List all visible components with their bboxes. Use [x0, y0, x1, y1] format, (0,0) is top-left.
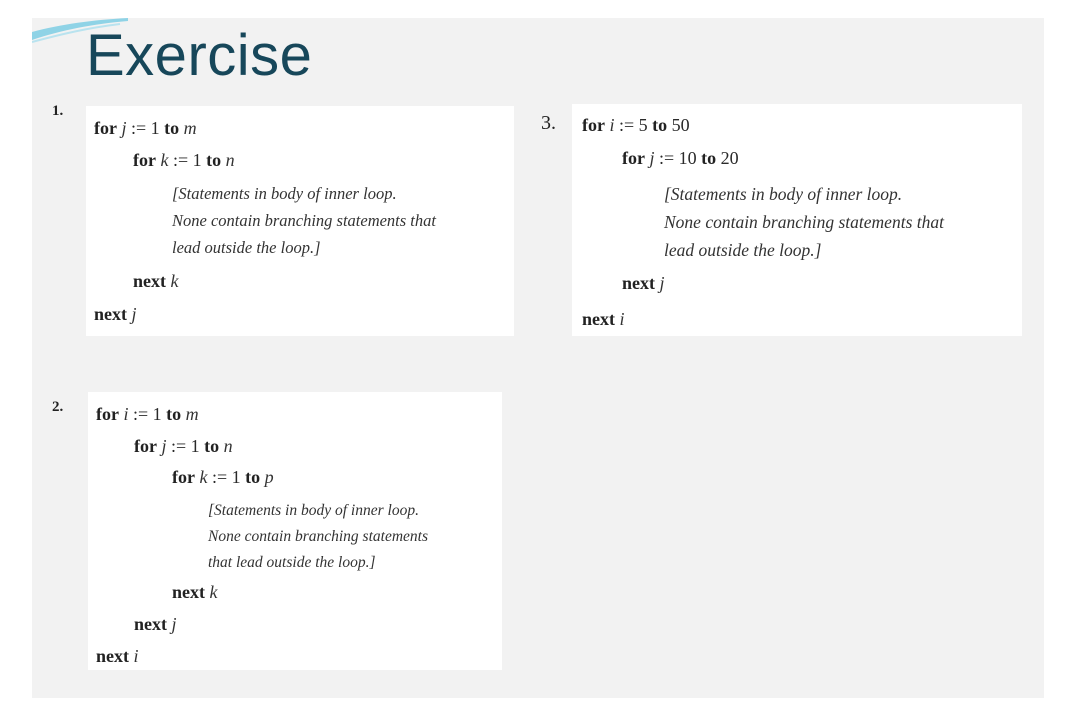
exercise-number-3: 3.: [541, 112, 556, 134]
loop-body-statements: [Statements in body of inner loop. None contain branching statements that lead outside the loop.]: [172, 184, 436, 257]
loop-header-line: for j := 10 to 20: [622, 148, 739, 168]
next-line: next k: [172, 582, 218, 602]
exercise-2-box: [88, 392, 502, 670]
loop-header-line: for k := 1 to n: [133, 150, 235, 170]
next-line: next j: [94, 304, 137, 324]
loop-header-line: for j := 1 to m: [94, 118, 197, 138]
next-line: next j: [134, 614, 177, 634]
exercise-number-2: 2.: [52, 399, 64, 415]
next-line: next i: [582, 309, 625, 329]
next-line: next j: [622, 273, 665, 293]
exercise-3-box: [572, 104, 1022, 336]
loop-header-line: for j := 1 to n: [134, 436, 233, 456]
loop-header-line: for i := 1 to m: [96, 404, 199, 424]
loop-header-line: for k := 1 to p: [172, 467, 274, 487]
slide-title: Exercise: [86, 23, 313, 88]
next-line: next k: [133, 271, 179, 291]
loop-body-statements: [Statements in body of inner loop. None contain branching statements that lead outside the loop.]: [664, 184, 944, 260]
exercise-1-box: [86, 106, 514, 336]
loop-header-line: for i := 5 to 50: [582, 115, 690, 135]
exercise-number-1: 1.: [52, 103, 64, 119]
next-line: next i: [96, 646, 139, 666]
loop-body-statements: [Statements in body of inner loop. None contain branching statements that lead outside the loop.]: [208, 502, 428, 571]
